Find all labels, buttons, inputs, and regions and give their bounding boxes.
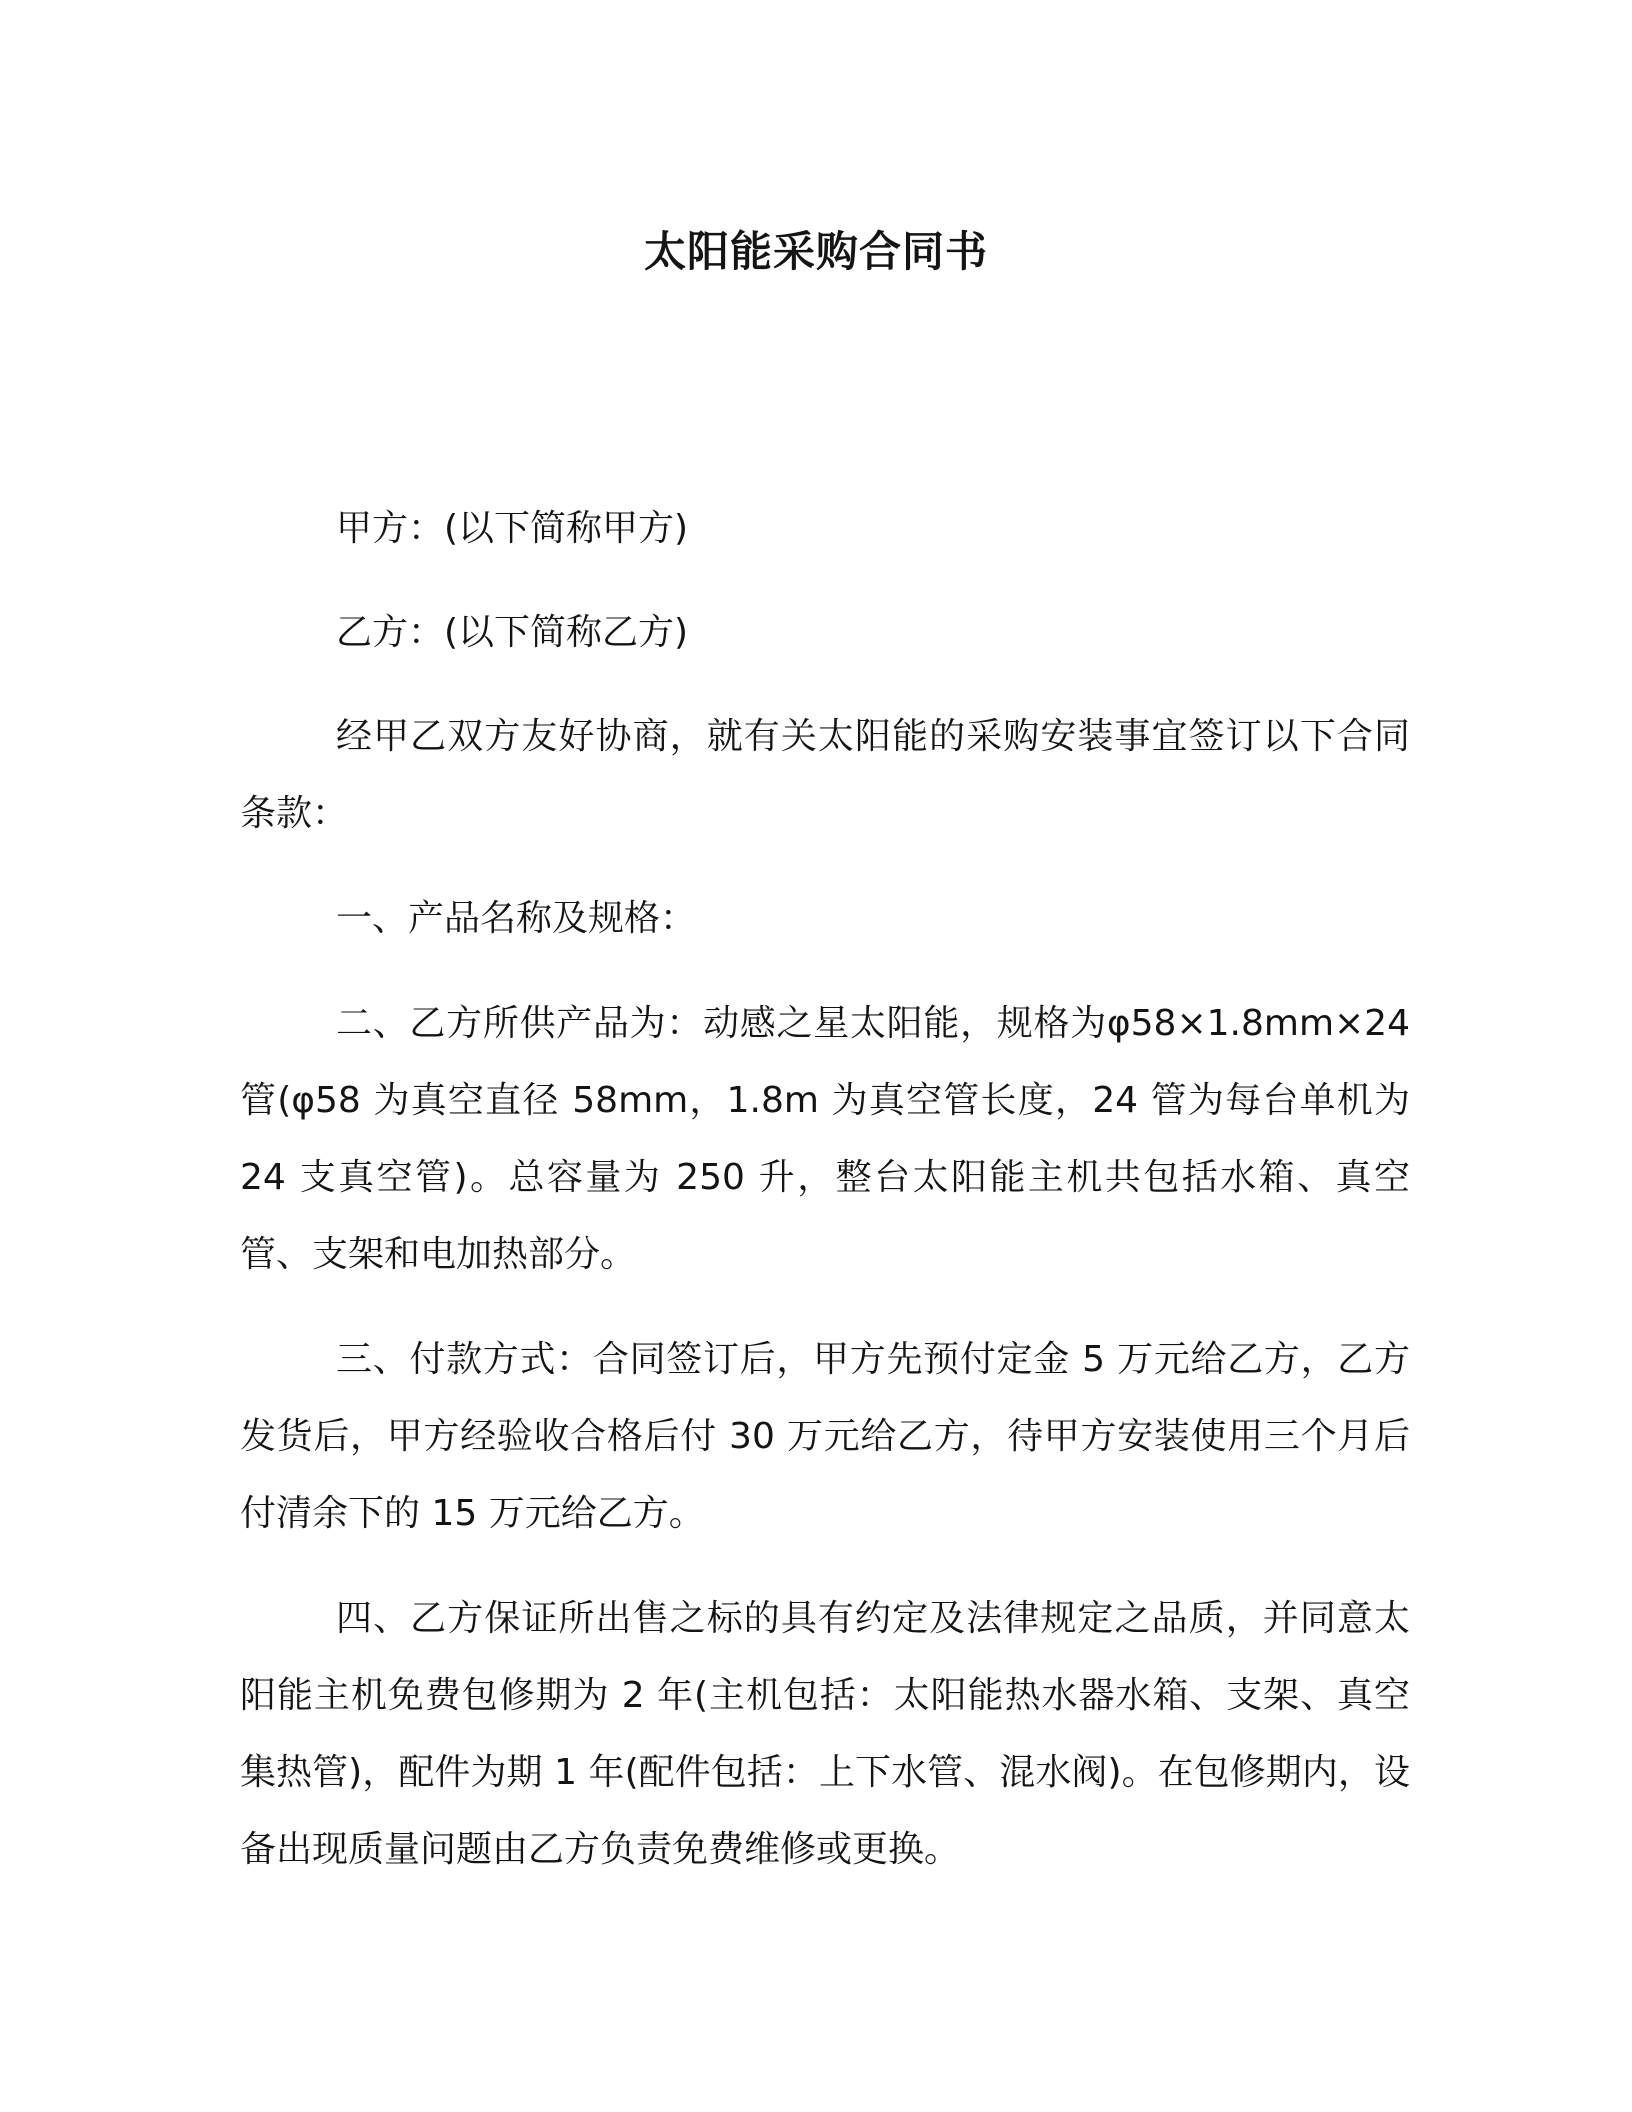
clause-3-paragraph: 三、付款方式：合同签订后，甲方先预付定金 5 万元给乙方，乙方发货后，甲方经验收合格后付 30 万元给乙方，待甲方安装使用三个月后付清余下的 15 万元给乙方。 xyxy=(240,1339,1410,1534)
document-title: 太阳能采购合同书 xyxy=(643,227,988,276)
party-a-line: 甲方：(以下简称甲方) xyxy=(336,508,689,549)
clause-4-paragraph: 四、乙方保证所出售之标的具有约定及法律规定之品质，并同意太阳能主机免费包修期为 2 年(主机包括：太阳能热水器水箱、支架、真空集热管)，配件为期 1 年(配件包括：上下水管、混水阀)。在包修期内，设备出现质量问题由乙方负责免费维修或更换。 xyxy=(240,1598,1410,1870)
document-body xyxy=(240,490,1410,1888)
intro-paragraph: 经甲乙双方友好协商，就有关太阳能的采购安装事宜签订以下合同条款： xyxy=(240,716,1410,834)
clause-2-paragraph: 二、乙方所供产品为：动感之星太阳能，规格为φ58×1.8mm×24 管(φ58 为真空直径 58mm，1.8m 为真空管长度，24 管为每台单机为 24 支真空管)。总容量为 250 升，整台太阳能主机共包括水箱、真空管、支架和电加热部分。 xyxy=(240,1003,1410,1275)
clause-1-paragraph: 一、产品名称及规格： xyxy=(336,898,697,939)
party-b-line: 乙方：(以下简称乙方) xyxy=(336,612,689,653)
